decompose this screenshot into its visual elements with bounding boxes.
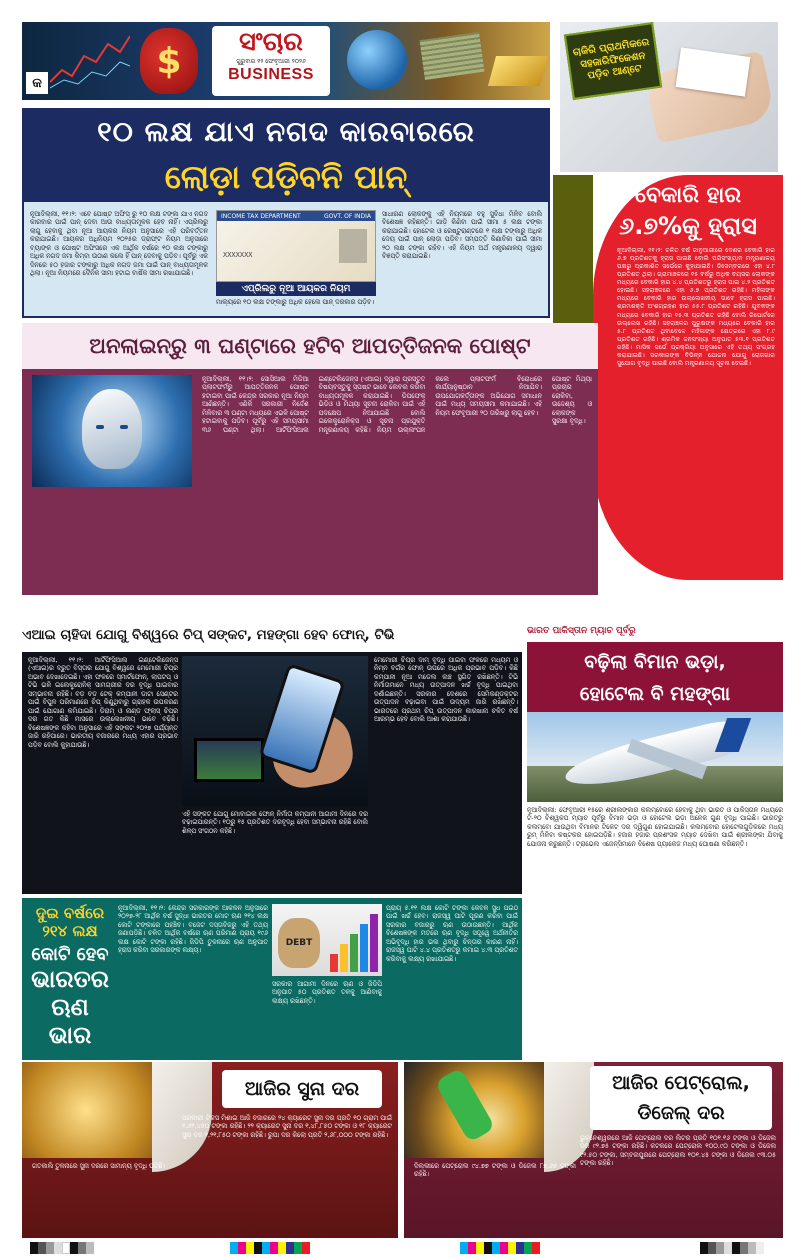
petrol-title-line2: ଡିଜେଲ୍ ଦର	[637, 1102, 725, 1124]
chip-body-left: ନୂଆଦିଲ୍ଲୀ, ୧୧।୨: ଆର୍ଟିଫିସିଆଲ ଇଣ୍ଟେଲିଜେନ୍ସ (ଏଆଇ)ର ଦ୍ରୁତ ବିସ୍ତାର ଯୋଗୁ ବିଶ୍ୱରେ ମେମୋରୀ ଚିପ୍‌ର ଅଭାବ ଦେଖାଦେଇଛି। ଏହା ଫଳରେ ସ୍ମାର୍ଟଫୋନ୍, ଲାପଟପ୍ ଓ ଟିଭି ଭଳି ଇଲେକ୍ଟ୍ରୋନିକ୍ ସାମଗ୍ରୀର ଦର ବୃଦ୍ଧି ପାଇବାର ସମ୍ଭାବନା ରହିଛି। ବଡ଼ ବଡ଼ ଟେକ୍ କମ୍ପାନୀ ଡାଟା ସେଣ୍ଟର ପାଇଁ ବିପୁଳ ପରିମାଣରେ ଚିପ୍ କିଣୁଥିବାରୁ ଗ୍ରାହକ ଉପକରଣ ପାଇଁ ଯୋଗାଣ କମିଯାଇଛି। ଡିରାମ୍ ଓ ନାଣ୍ଡ ଫ୍ଲାସ୍ ଚିପ୍‌ର ଦର ଗତ କିଛି ମାସରେ ଉଲ୍ଲେଖନୀୟ ଭାବେ ବଢ଼ିଛି। ବିଶେଷଜ୍ଞଙ୍କ କହିବା ଅନୁସାରେ ଏହି ସଙ୍କଟ ୨୦୨୭ ପର୍ଯ୍ୟନ୍ତ ଜାରି ରହିପାରେ। ଭାରତୀୟ ବଜାରରେ ମଧ୍ୟ ଏହାର ପ୍ରଭାବ ପଡ଼ିବ ବୋଲି କୁହାଯାଉଛି।	[28, 656, 178, 749]
lead-story	[22, 108, 550, 318]
ai-robot-image	[32, 375, 192, 487]
flight-headline-line1: ବଢ଼ିଲା ବିମାନ ଭଡ଼ା,	[584, 651, 726, 673]
pan-caption: ଏପ୍ରିଲରୁ ନୂଆ ଆୟକର ନିୟମ	[216, 282, 376, 296]
debt-sack-icon: DEBT	[278, 918, 320, 968]
lead-column-right: ସାଧାରଣ ଲୋକଙ୍କୁ ଏହି ନିୟମରେ ବହୁ ସୁବିଧା ମିଳିବ ବୋଲି ବିଶେଷଜ୍ଞ କହିଛନ୍ତି। ଗାଡ଼ି କିଣିବା ପାଇଁ ସୀମା ୫ ଲକ୍ଷ ଟଙ୍କା କରାଯାଇଛି। ହୋଟେଲ ଓ ରେଷ୍ଟୁରାଣ୍ଟରେ ୧ ଲକ୍ଷ ଟଙ୍କାରୁ ଅଧିକ ଦେୟ ପାଇଁ ପାନ୍ ଲୋଡ଼ା ପଡ଼ିବ। ସମ୍ପତ୍ତି କିଣାବିକା ପାଇଁ ସୀମା ୨୦ ଲକ୍ଷ ଟଙ୍କା ରହିବ। ଏହି ନିୟମ ଅର୍ଥ ମନ୍ତ୍ରଣାଳୟ ଦ୍ୱାରା ବିଜ୍ଞପ୍ତି କରାଯାଇଛି।	[382, 210, 542, 261]
pan-card-image	[216, 210, 376, 282]
unemployment-headline-line1: ବେକାରି ହାର	[634, 183, 742, 208]
color-calibration-bar	[700, 1242, 764, 1254]
pan-number: XXXXXXX	[223, 251, 253, 259]
tv-icon	[194, 738, 264, 782]
section-title: BUSINESS	[228, 66, 314, 83]
promo-label: ଚାକିରି ପ୍ରାଥମିକରେ ସହଜାରିଫିକେଶନ ପଡ଼ିବ ଆଣ୍ଟେ	[564, 22, 662, 100]
globe-icon	[347, 30, 407, 90]
debt-image	[272, 904, 382, 976]
airplane-image	[527, 712, 783, 802]
debt-body-a: ନୂଆଦିଲ୍ଲୀ, ୧୧।୨: କେନ୍ଦ୍ର ସରକାରଙ୍କ ଆକଳନ ଅନୁସାରେ ୨୦୨୭-୨୮ ଆର୍ଥିକ ବର୍ଷ ସୁଦ୍ଧା ଭାରତର ମୋଟ ଋଣ ୨୧୪ ଲକ୍ଷ କୋଟି ଟଙ୍କାରେ ପହଞ୍ଚିବ। ବଜେଟ ଦସ୍ତାବିଜରୁ ଏହି ତଥ୍ୟ ଜଣାପଡ଼ିଛି। ଚଳିତ ଆର୍ଥିକ ବର୍ଷରେ ଋଣ ପରିମାଣ ପ୍ରାୟ ୧୯୬ ଲକ୍ଷ କୋଟି ଟଙ୍କା ରହିଛି। ଜିଡିପି ତୁଳନାରେ ଋଣ ଅନୁପାତ ହ୍ରାସ କରିବା ସରକାରଙ୍କ ଲକ୍ଷ୍ୟ।	[118, 904, 268, 955]
chip-body-right: ମେମୋରୀ ଚିପ୍‌ର ଦାମ୍ ବୃଦ୍ଧି ପାଇବା ଫଳରେ ମଧ୍ୟମ ଓ ନିମ୍ନ ବର୍ଗର ଫୋନ୍ ଉପରେ ଅଧିକ ପ୍ରଭାବ ପଡ଼ିବ। କିଛି କମ୍ପାନୀ ନୂଆ ମଡେଲ ଲଞ୍ଚ ସ୍ଥଗିତ ରଖିଛନ୍ତି। ଟିଭି ନିର୍ମାତାମାନେ ମଧ୍ୟ ଉତ୍ପାଦନ ଖର୍ଚ୍ଚ ବୃଦ୍ଧି ପାଇଥିବା ଦର୍ଶାଇଛନ୍ତି। ସରକାର ଦେଶରେ ସେମିକଣ୍ଡକ୍ଟର ଉତ୍ପାଦନ ବଢ଼ାଇବା ପାଇଁ ଉଦ୍ୟମ ଜାରି ରଖିଛନ୍ତି। ଭାରତରେ ପ୍ରଥମ ଚିପ୍ ଉତ୍ପାଦନ କାରଖାନା ଚଳିତ ବର୍ଷ ଆରମ୍ଭ ହେବ ବୋଲି ଆଶା କରାଯାଉଛି।	[374, 656, 518, 724]
color-calibration-bar	[30, 1242, 94, 1254]
pan-header-right: GOVT. OF INDIA	[324, 212, 371, 220]
lead-column-mid: ମାଲ୍ୟରେ ୧୦ ଲକ୍ଷ ଟଙ୍କାରୁ ଅଧିକ ହେଲେ ପାନ୍ ଦରକାର ପଡ଼ିବ।	[216, 298, 375, 306]
phone-tv-image	[182, 656, 368, 806]
online-side-note: ପୋଷ୍ଟ ମିଥ୍ୟା ପ୍ରଚାର ରୋକିବା, ଉଦ୍ଦେଶ୍ୟ ଓ ଲୋକଙ୍କ ସୁରକ୍ଷା ବୃଦ୍ଧି।	[552, 375, 592, 426]
pan-header-left: INCOME TAX DEPARTMENT	[221, 212, 301, 220]
debt-headline-1: ଦୁଇ ବର୍ଷରେ	[35, 904, 105, 922]
debt-headline-4: ଭାରତର	[31, 965, 109, 993]
color-calibration-bar	[460, 1242, 540, 1254]
lead-headline-line1: ୧୦ ଲକ୍ଷ ଯାଏ ନଗଦ କାରବାରରେ	[97, 115, 475, 148]
unemployment-story	[593, 175, 783, 580]
unemployment-headline	[603, 181, 773, 241]
online-headline: ଅନଲାଇନ୍‌ରୁ ୩ ଘଣ୍ଟାରେ ହଟିବ ଆପତ୍ତିଜନକ ପୋଷ୍ଟ	[22, 323, 598, 369]
dollar-sign: $	[156, 40, 182, 82]
page-letter: କ	[26, 72, 48, 94]
gold-title: ଆଜିର ସୁନା ଦର	[222, 1070, 382, 1108]
unemployment-body: ନୂଆଦିଲ୍ଲୀ, ୧୧।୨: ଚଳିତ ବର୍ଷ ଜାନୁଆରୀରେ ଦେଶର ବେକାରି ହାର ୬.୭ ପ୍ରତିଶତକୁ ହ୍ରାସ ପାଇଛି ବୋଲି ପରିସଂଖ୍ୟାନ ମନ୍ତ୍ରଣାଳୟ ପକ୍ଷରୁ ପ୍ରକାଶିତ ସର୍ଭେରେ କୁହାଯାଇଛି। ଡିସେମ୍ବରରେ ଏହା ୪.୮ ପ୍ରତିଶତ ଥିଲା। ଗ୍ରାମାଞ୍ଚଳରେ ୧୫ ବର୍ଷରୁ ଅଧିକ ବୟସର ଲୋକଙ୍କ ମଧ୍ୟରେ ବେକାରି ହାର ୪.୪ ପ୍ରତିଶତରୁ ହ୍ରାସ ପାଇ ୪.୨ ପ୍ରତିଶତ ହୋଇଛି। ସହରାଞ୍ଚଳରେ ଏହା ୬.୭ ପ୍ରତିଶତ ରହିଛି। ମହିଳାଙ୍କ ମଧ୍ୟରେ ବେକାରି ହାର ଉଲ୍ଲେଖନୀୟ ଭାବେ ହ୍ରାସ ପାଇଛି। ଶ୍ରମଶକ୍ତି ଅଂଶଗ୍ରହଣ ହାର ୫୫.୮ ପ୍ରତିଶତ ରହିଛି। ଯୁବକଙ୍କ ମଧ୍ୟରେ ବେକାରି ହାର ୧୫.୩ ପ୍ରତିଶତ ରହିଛି ବୋଲି ରିପୋର୍ଟରେ ଉଲ୍ଲେଖ ରହିଛି। ସହରାଞ୍ଚଳର ପୁରୁଷଙ୍କ ମଧ୍ୟରେ ବେକାରି ହାର ୫.୮ ପ୍ରତିଶତ ଥିବାବେଳେ ମହିଳାଙ୍କ କ୍ଷେତ୍ରରେ ଏହା ୮.୯ ପ୍ରତିଶତ ରହିଛି। ଶ୍ରମିକ ଜନସଂଖ୍ୟା ଅନୁପାତ ୫୩.୧ ପ୍ରତିଶତ ରହିଛି। ମାସିକ ସର୍ଭେ ପ୍ରକ୍ରିୟା ଅନୁସାରେ ଏହି ତଥ୍ୟ ସଂଗ୍ରହ କରାଯାଇଛି। ସରକାରଙ୍କ ବିଭିନ୍ନ ଯୋଜନା ଯୋଗୁ ରୋଜଗାର ସୁଯୋଗ ବୃଦ୍ଧି ପାଇଛି ବୋଲି ମନ୍ତ୍ରଣାଳୟ ସୂଚନା ଦେଇଛି।	[617, 247, 775, 367]
gold-body: ସରକାରୀ ଟିକସ ମିଶାଇ ଆଜି ବଜାରରେ ୨୪ କ୍ୟାରେଟ ସୁନା ଦର ପ୍ରତି ୧୦ ଗ୍ରାମ ପାଇଁ ୧,୬୨,୪୫୦ ଟଙ୍କା ରହିଛି। ୨୨ କ୍ୟାରେଟ ସୁନା ଦର ୧,୪୮,୮୫୦ ଟଙ୍କା ଓ ୧୮ କ୍ୟାରେଟ ସୁନା ଦର ୧,୨୧,୮୫୦ ଟଙ୍କା ରହିଛି। ରୁପା ଦର କିଲୋ ପ୍ରତି ୨,୬୮,୦୦୦ ଟଙ୍କା ରହିଛି।	[182, 1114, 392, 1139]
debt-body-c: ପ୍ରାୟ ୫.୧୧ ଲକ୍ଷ କୋଟି ଟଙ୍କା କେବଳ ସୁଧ ପଇଠ ପାଇଁ ଖର୍ଚ୍ଚ ହେବ। ରାଜସ୍ୱ ଘାଟି ପୂରଣ କରିବା ପାଇଁ ସରକାର ବଜାରରୁ ଋଣ ଉଠାଉଛନ୍ତି। ଆର୍ଥିକ ବିଶେଷଜ୍ଞଙ୍କ ମତରେ ଋଣ ବୃଦ୍ଧି ସତ୍ତ୍ୱେ ଅର୍ଥନୀତିର ଅଭିବୃଦ୍ଧି ହାର ଭଲ ଥିବାରୁ ଚିନ୍ତାର କାରଣ ନାହିଁ। ରାଜସ୍ୱ ଘାଟି ୪.୪ ପ୍ରତିଶତରୁ କମାଇ ୪.୩ ପ୍ରତିଶତ କରିବାକୁ ଲକ୍ଷ୍ୟ ରଖାଯାଇଛି।	[386, 904, 518, 963]
petrol-title	[590, 1066, 772, 1130]
brand-name: ସଂଚାର	[238, 27, 304, 57]
debt-headline-2: ୨୧୪ ଲକ୍ଷ	[42, 922, 98, 940]
promo-image	[560, 22, 778, 172]
petrol-title-line1: ଆଜିର ପେଟ୍ରୋଲ,	[612, 1072, 750, 1094]
gold-body-low: ଗତକାଲି ତୁଳନାରେ ସୁନା ଦରରେ ସାମାନ୍ୟ ବୃଦ୍ଧି ଘଟିଛି।	[32, 1162, 166, 1170]
lead-headline-line2: ଲୋଡ଼ା ପଡ଼ିବନି ପାନ୍	[164, 158, 408, 196]
chip-story	[22, 622, 522, 894]
online-story	[22, 323, 598, 595]
online-body: ନୂଆଦିଲ୍ଲୀ, ୧୧।୨: ସୋସିଆଲ ମିଡିଆ ପ୍ଲାଟଫର୍ମରୁ ଆପତ୍ତିଜନକ ପୋଷ୍ଟ ହଟାଇବା ପାଇଁ କେନ୍ଦ୍ର ସରକାର ନୂଆ ନିୟମ ଆଣିଛନ୍ତି। ଏଣିକି ସରକାରୀ ନିର୍ଦ୍ଦେଶ ମିଳିବାର ୩ ଘଣ୍ଟା ମଧ୍ୟରେ ଏଭଳି ପୋଷ୍ଟ ହଟାଇବାକୁ ପଡ଼ିବ। ପୂର୍ବରୁ ଏହି ସମୟସୀମା ୩୬ ଘଣ୍ଟା ଥିଲା। ଆର୍ଟିଫିସିଆଲ ଇଣ୍ଟେଲିଜେନ୍ସ (ଏଆଇ) ଦ୍ୱାରା ପ୍ରସ୍ତୁତ ବିଷୟବସ୍ତୁକୁ ସ୍ପଷ୍ଟ ଭାବେ ଲେବଲ କରିବା ବାଧ୍ୟତାମୂଳକ କରାଯାଇଛି। ଡିପଫେକ୍ ଭିଡିଓ ଓ ମିଥ୍ୟା ସୂଚନା ରୋକିବା ପାଇଁ ଏହି ପଦକ୍ଷେପ ନିଆଯାଇଛି ବୋଲି ଇଲେକ୍ଟ୍ରୋନିକ୍ସ ଓ ସୂଚନା ପ୍ରଯୁକ୍ତି ମନ୍ତ୍ରଣାଳୟ କହିଛି। ନିୟମ ଉଲ୍ଲଂଘନ କଲେ ପ୍ଲାଟଫର୍ମ ବିରୋଧରେ କାର୍ଯ୍ୟାନୁଷ୍ଠାନ ନିଆଯିବ। ଉପଯୋଗକର୍ତ୍ତାଙ୍କ ଅଭିଯୋଗ ସମାଧାନ ପାଇଁ ମଧ୍ୟ ସମୟସୀମା କମାଯାଇଛି। ଏହି ନିୟମ ଫେବୃଆରୀ ୨୦ ତାରିଖରୁ ଲାଗୁ ହେବ।	[202, 375, 542, 434]
stock-chart-icon	[50, 32, 130, 92]
debt-headline-5: ଋଣ ଭାର	[48, 993, 92, 1049]
flight-tag: ଭାରତ ପାକିସ୍ତାନ ମ୍ୟାଚ ପୂର୍ବରୁ	[527, 626, 636, 636]
lead-column-left: ନୂଆଦିଲ୍ଲୀ, ୧୧।୨: ଏବେ ପୋଷ୍ଟ ଅଫିସ୍ ରୁ ୧୦ ଲକ୍ଷ ଟଙ୍କା ଯାଏ ନଗଦ କାରବାର ପାଇଁ ପାନ୍ ଦେବା ଆଉ ବାଧ୍ୟତାମୂଳକ ହେବ ନାହିଁ। ଏପ୍ରିଲରୁ ଲାଗୁ ହେବାକୁ ଥିବା ନୂଆ ଆୟକର ନିୟମ ଅନୁସାରେ ଏହି ପରିବର୍ତ୍ତନ କରାଯାଇଛି। ଆୟକର ଅଧିନିୟମ ୨୦୨୫ର ଡ୍ରାଫ୍ଟ ନିୟମ ଅନୁସାରେ ବ୍ୟାଙ୍କ ଓ ପୋଷ୍ଟ ଅଫିସରେ ଏକ ଆର୍ଥିକ ବର୍ଷରେ ୧୦ ଲକ୍ଷ ଟଙ୍କାରୁ ଅଧିକ ନଗଦ ଜମା କିମ୍ବା ଉଠାଣ କଲେ ହିଁ ପାନ୍ ଦେବାକୁ ପଡ଼ିବ। ପୂର୍ବରୁ ଏକ ଦିନରେ ୫୦ ହଜାର ଟଙ୍କାରୁ ଅଧିକ ନଗଦ ଜମା ପାଇଁ ପାନ୍ ବାଧ୍ୟତାମୂଳକ ଥିଲା। ନୂଆ ନିୟମରେ ଦୈନିକ ସୀମା ହଟାଇ ବାର୍ଷିକ ସୀମା ରଖାଯାଇଛି।	[30, 210, 208, 278]
masthead	[22, 22, 550, 100]
flight-headline	[527, 642, 783, 712]
color-calibration-bar	[230, 1242, 310, 1254]
debt-story	[22, 898, 522, 1060]
gold-bar-icon	[488, 56, 548, 86]
money-bag-icon	[140, 28, 198, 94]
flight-body: ନୂଆଦିଲ୍ଲୀ: ଫେବୃଆରୀ ୧୫ରେ ଶ୍ରୀଲଙ୍କାର କଲମ୍ବୋରେ ହେବାକୁ ଥିବା ଭାରତ ଓ ପାକିସ୍ତାନ ମଧ୍ୟରେ ଟି-୨୦ ବିଶ୍ୱକପ ମ୍ୟାଚ ପୂର୍ବରୁ ବିମାନ ଭଡ଼ା ଓ ହୋଟେଲ ଭଡ଼ା ଅନେକ ଗୁଣ ବୃଦ୍ଧି ପାଇଛି। ଭାରତରୁ କଲମ୍ବୋ ଯାଉଥିବା ବିମାନର ଟିକେଟ ଦର ଦ୍ୱିଗୁଣ ହୋଇଯାଇଛି। କଲମ୍ବୋର ହୋଟେଲଗୁଡ଼ିକରେ ମଧ୍ୟ ରୁମ୍ ମିଳିବା କଷ୍ଟକର ହୋଇପଡ଼ିଛି। ହଜାର ହଜାର ପ୍ରଶଂସକ ମ୍ୟାଚ ଦେଖିବା ପାଇଁ ଶ୍ରୀଲଙ୍କା ଯିବାକୁ ଯୋଜନା କରୁଛନ୍ତି। ଟ୍ରାଭେଲ ଏଜେନ୍ସିମାନେ ବିଶେଷ ପ୍ୟାକେଜ ମଧ୍ୟ ଘୋଷଣା କରିଛନ୍ତି।	[527, 806, 783, 848]
flight-story	[527, 622, 783, 894]
chip-headline: ଏଆଇ ଚାହିଦା ଯୋଗୁ ବିଶ୍ୱରେ ଚିପ୍ ସଙ୍କଟ, ମହଙ୍ଗା ହେବ ଫୋନ୍, ଟିଭି	[22, 627, 395, 643]
chip-body-mid: ଏହି ସଙ୍କଟ ଯୋଗୁ ମୋବାଇଲ ଫୋନ୍ ନିର୍ମାତା କମ୍ପାନୀ ଆଗାମୀ ଦିନରେ ଦର ବଢ଼ାଇପାରନ୍ତି। ୧୦ରୁ ୧୫ ପ୍ରତିଶତ ଦରବୃଦ୍ଧି ହେବା ସମ୍ଭାବନା ରହିଛି ବୋଲି ଶିଳ୍ପ ସଂଗଠନ କହିଛି।	[182, 810, 368, 835]
debt-headline	[26, 904, 114, 1054]
cash-stack-icon	[420, 32, 485, 80]
unemployment-headline-line2: ୬.୭%କୁ ହ୍ରାସ	[619, 212, 757, 240]
newspaper-logo	[212, 26, 330, 96]
flight-headline-line2: ହୋଟେଲ ବି ମହଙ୍ଗା	[579, 683, 731, 705]
pan-photo	[339, 229, 367, 263]
petrol-body: ଭୁବନେଶ୍ୱରରେ ଆଜି ପେଟ୍ରୋଲ ଦର ଲିଟର ପ୍ରତି ୧୦୧.୧୬ ଟଙ୍କା ଓ ଡିଜେଲ ଦର ୯୨.୭୫ ଟଙ୍କା ରହିଛି। କଟକରେ ପେଟ୍ରୋଲ ୧୦୦.୯୦ ଟଙ୍କା ଓ ଡିଜେଲ ୯୨.୫୦ ଟଙ୍କା, ସମ୍ବଲପୁରରେ ପେଟ୍ରୋଲ ୧୦୧.୪୫ ଟଙ୍କା ଓ ଡିଜେଲ ୯୩.୦୫ ଟଙ୍କା ରହିଛି।	[580, 1134, 776, 1168]
petrol-rate-box	[404, 1062, 783, 1238]
lead-headline	[24, 110, 548, 202]
debt-body-b: ସରକାର ଆଗାମୀ ଦିନରେ ଋଣ ଓ ଜିଡିପି ଅନୁପାତ ୫୦ ପ୍ରତିଶତ ତଳକୁ ଆଣିବାକୁ ଲକ୍ଷ୍ୟ ରଖିଛନ୍ତି।	[272, 980, 382, 1005]
petrol-body-low: ଦିଲ୍ଲୀରେ ପେଟ୍ରୋଲ ୯୪.୭୭ ଟଙ୍କା ଓ ଡିଜେଲ ୮୭.୬୭ ଟଙ୍କା ରହିଛି।	[414, 1162, 576, 1179]
gold-rate-box	[22, 1062, 398, 1238]
debt-headline-3: କୋଟି ହେବ	[31, 944, 109, 965]
issue-date: ଗୁରୁବାର ୧୨ ଫେବୃଆରୀ ୨୦୨୬	[236, 58, 306, 65]
fuel-nozzle-icon	[435, 1067, 496, 1143]
